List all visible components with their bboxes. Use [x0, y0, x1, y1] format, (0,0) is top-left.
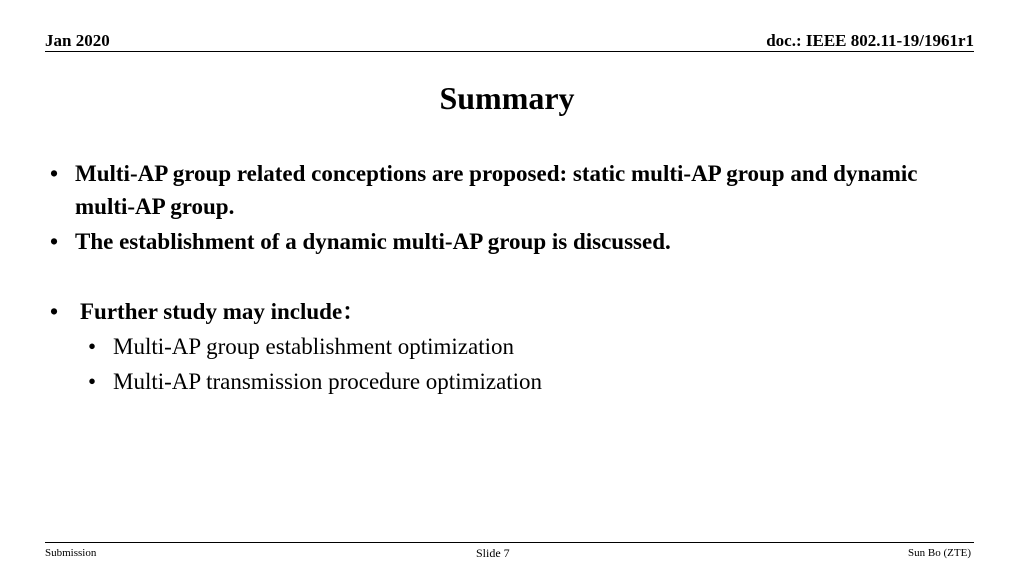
- footer-divider: [45, 542, 974, 543]
- bullet-dot-icon: •: [88, 334, 97, 359]
- bullet-dot-icon: •: [50, 161, 59, 186]
- footer-submission: Submission: [45, 547, 97, 559]
- header-divider: [45, 51, 974, 52]
- bullet-item: [40, 225, 940, 258]
- sub-bullet-text: Multi-AP transmission procedure optimization: [113, 369, 543, 394]
- bullet-dot-icon: •: [88, 369, 97, 394]
- footer-author: Sun Bo (ZTE): [908, 547, 971, 559]
- bullet-dot-icon: •: [50, 229, 59, 254]
- bullet-text: Further study may include：: [80, 299, 366, 324]
- bullet-dot-icon: •: [50, 299, 59, 324]
- header-date: Jan 2020: [45, 31, 110, 50]
- sub-bullet-item: [40, 330, 940, 363]
- sub-bullet-item: [40, 365, 940, 398]
- bullet-list: [40, 157, 940, 398]
- bullet-text: Multi-AP group related conceptions are proposed: static multi-AP group and dynamic multi-AP group.: [75, 161, 918, 219]
- bullet-item: [40, 295, 940, 328]
- header-doc-id: doc.: IEEE 802.11-19/1961r1: [766, 31, 974, 50]
- bullet-item: [40, 157, 940, 223]
- footer-slide-number: Slide 7: [476, 546, 510, 560]
- slide-title: Summary: [439, 80, 575, 116]
- sub-bullet-text: Multi-AP group establishment optimization: [113, 334, 514, 359]
- bullet-text: The establishment of a dynamic multi-AP group is discussed.: [75, 229, 671, 254]
